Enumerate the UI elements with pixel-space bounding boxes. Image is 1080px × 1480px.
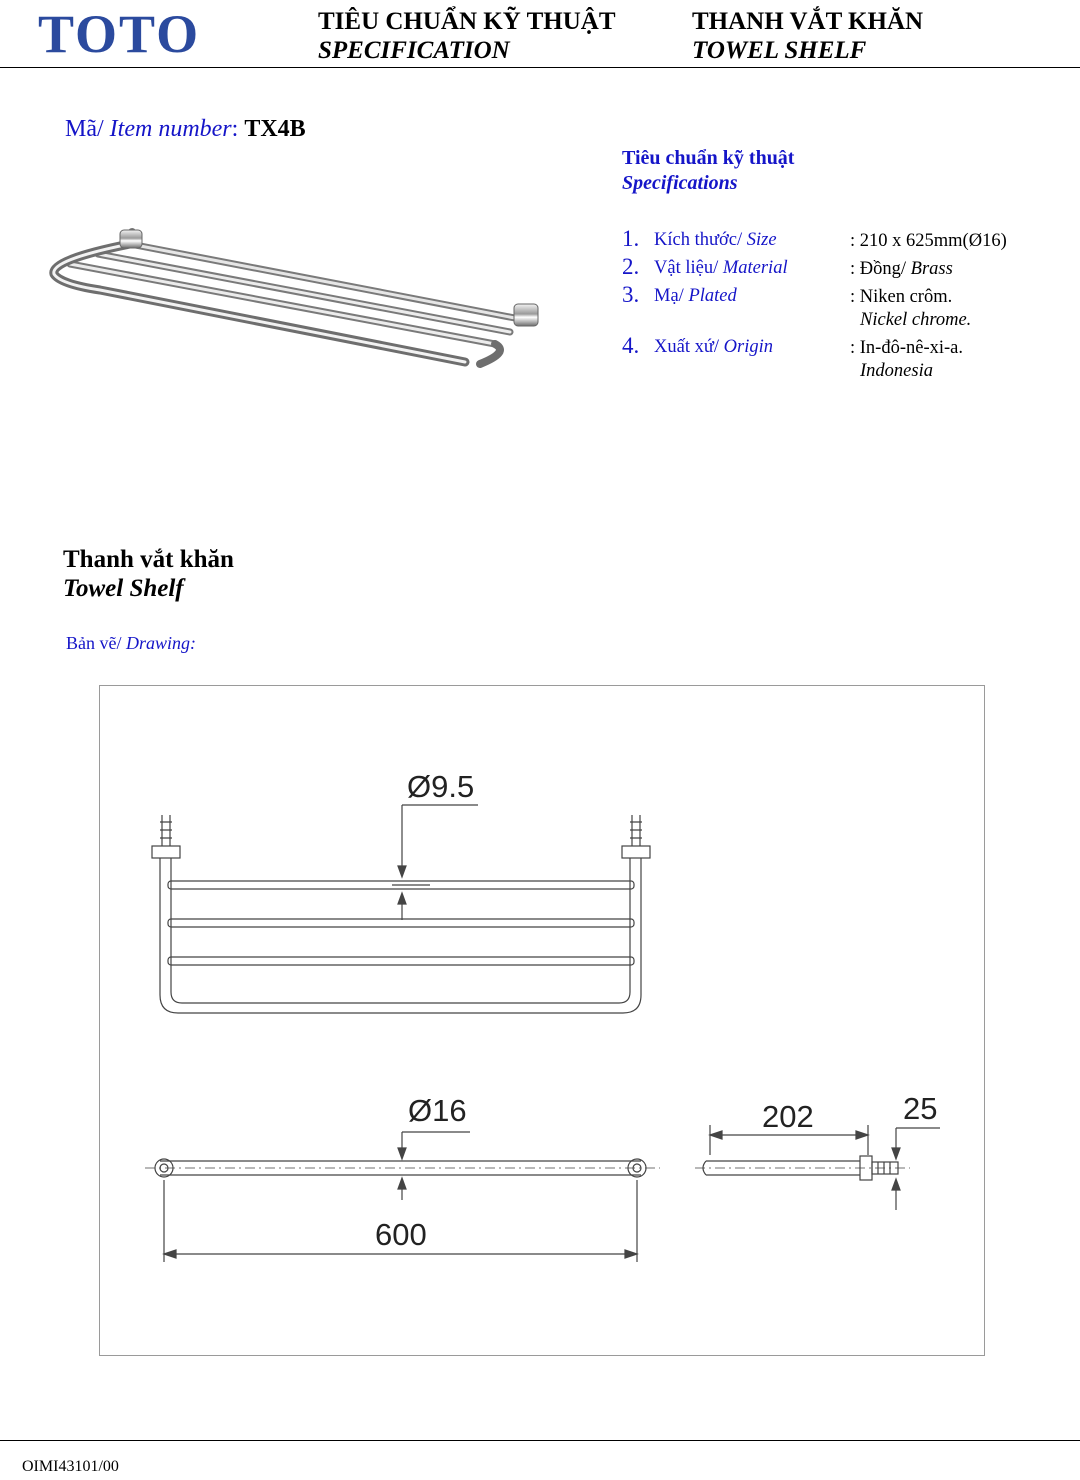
spec-value-en: Brass <box>910 259 953 279</box>
dim-tube-diameter: Ø16 <box>408 1093 467 1128</box>
dim-bar-diameter: Ø9.5 <box>407 769 475 804</box>
specifications-title-en: Specifications <box>622 172 738 194</box>
section-title-en: Towel Shelf <box>63 575 184 602</box>
footer-divider <box>0 1440 1080 1441</box>
spec-label-vi: Vật liệu/ <box>654 258 719 278</box>
spec-value-plated-en: Nickel chrome. <box>860 310 972 330</box>
product-name-vi: THANH VẮT KHĂN <box>692 8 924 35</box>
spec-label-vi: Mạ/ <box>654 286 684 306</box>
spec-value-vi: : Đồng/ <box>850 259 907 279</box>
spec-label-en: Size <box>746 230 777 250</box>
dim-flange: 25 <box>903 1091 938 1126</box>
specifications-title-vi: Tiêu chuẩn kỹ thuật <box>622 147 795 169</box>
spec-value-origin-en: Indonesia <box>860 361 933 381</box>
drawing-label-vi: Bản vẽ/ <box>66 633 122 653</box>
dim-length: 600 <box>375 1217 427 1252</box>
product-name-en: TOWEL SHELF <box>692 37 867 64</box>
spec-value-plated: : Niken crôm. <box>850 287 953 307</box>
spec-label-en: Plated <box>688 286 737 306</box>
dim-depth: 202 <box>762 1099 814 1134</box>
spec-label-vi: Kích thước/ <box>654 230 743 250</box>
item-label-en: Item number <box>109 116 232 142</box>
doc-type-en: SPECIFICATION <box>318 37 510 64</box>
spec-row-number: 2. <box>622 254 640 279</box>
spec-value-origin: : In-đô-nê-xi-a. <box>850 338 964 358</box>
item-label-vi: Mã/ <box>65 116 104 142</box>
document-code: OIMI43101/00 <box>22 1458 119 1475</box>
spec-label-en: Origin <box>723 337 773 357</box>
doc-type-vi: TIÊU CHUẨN KỸ THUẬT <box>318 8 616 35</box>
item-number-value: TX4B <box>244 116 306 142</box>
item-colon: : <box>231 116 239 142</box>
spec-label-vi: Xuất xứ/ <box>654 337 720 357</box>
section-title-vi: Thanh vắt khăn <box>63 546 234 573</box>
spec-row-number: 4. <box>622 333 640 358</box>
toto-logo: TOTO <box>38 4 201 64</box>
spec-label-en: Material <box>722 258 788 278</box>
spec-row-number: 1. <box>622 226 640 251</box>
spec-value-size: : 210 x 625mm(Ø16) <box>850 231 1007 251</box>
drawing-label-en: Drawing: <box>126 633 197 653</box>
spec-row-number: 3. <box>622 282 640 307</box>
